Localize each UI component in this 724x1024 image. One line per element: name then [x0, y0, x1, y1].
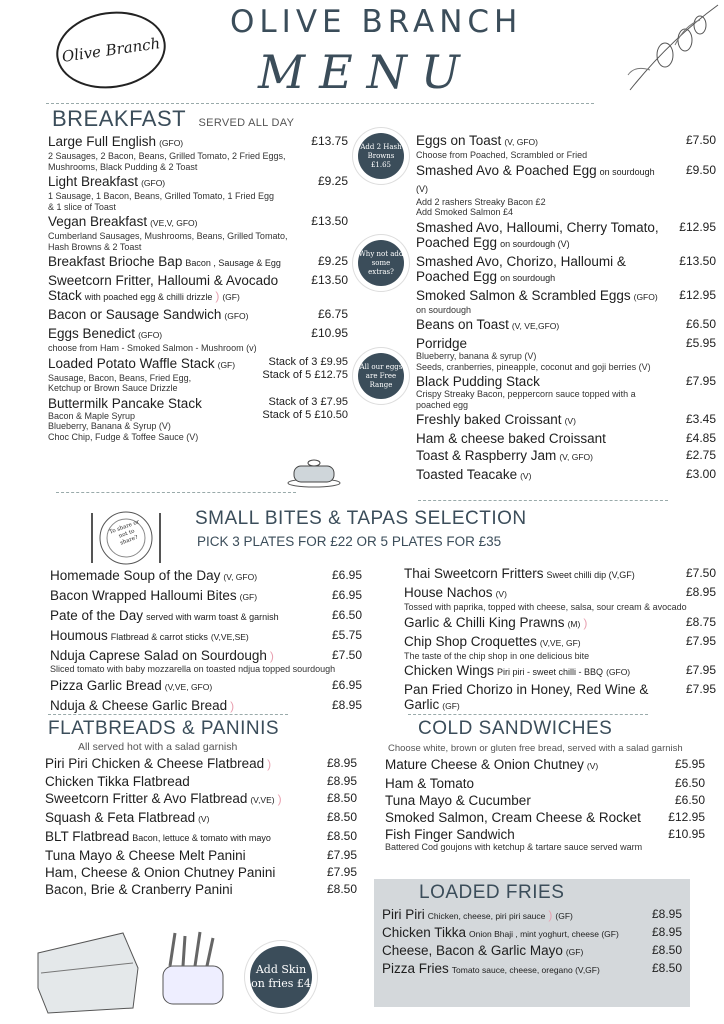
- section-subtitle: SERVED ALL DAY: [198, 117, 295, 129]
- item-description: Add 2 rashers Streaky Bacon £2: [416, 196, 546, 207]
- menu-item: [50, 628, 362, 645]
- dietary-tag: (GFO): [224, 311, 249, 321]
- item-price: £6.95: [331, 677, 362, 692]
- item-name: Smashed Avo & Poached Egg: [416, 162, 597, 178]
- item-price: £7.95: [326, 848, 357, 862]
- item-name: Thai Sweetcorn Fritters: [404, 566, 544, 581]
- item-price: £13.50: [311, 214, 348, 228]
- menu-item: [48, 396, 348, 443]
- item-price: £9.25: [317, 254, 348, 268]
- item-name: Light Breakfast: [48, 174, 139, 189]
- item-note: Tomato sauce, cheese, oregano (V,GF): [451, 965, 600, 975]
- menu-item: [416, 412, 716, 429]
- menu-item: [50, 648, 362, 675]
- item-name: Fish Finger Sandwich: [385, 827, 515, 842]
- dietary-tag: (GF): [239, 592, 258, 602]
- item-name: Large Full English: [48, 134, 157, 149]
- item-price: £7.50: [685, 566, 716, 580]
- menu-item: [385, 793, 705, 808]
- item-price: £13.75: [311, 134, 348, 148]
- item-description: poached egg: [416, 399, 469, 410]
- menu-item: [382, 943, 682, 960]
- item-price: £10.95: [311, 326, 348, 340]
- free-range-badge: All our eggs are Free Range: [358, 353, 404, 399]
- chili-icon: ): [548, 908, 553, 922]
- item-description: Crispy Streaky Bacon, peppercorn sauce topped with a: [416, 389, 636, 399]
- item-name: Pizza Garlic Bread: [50, 677, 162, 693]
- item-price: £8.50: [326, 810, 357, 824]
- item-name: Cheese, Bacon & Garlic Mayo: [382, 943, 563, 958]
- item-description: Ketchup or Brown Sauce Drizzle: [48, 383, 178, 393]
- item-name: Nduja & Cheese Garlic Bread: [50, 697, 228, 713]
- item-price: £5.95: [674, 757, 705, 771]
- menu-item: [48, 307, 348, 324]
- item-price: £7.50: [685, 133, 716, 147]
- item-name: Piri Piri: [382, 907, 425, 922]
- price-option: [268, 356, 348, 369]
- dietary-tag: (V): [520, 471, 532, 481]
- item-name: Toasted Teacake: [416, 467, 518, 482]
- item-price: £7.95: [326, 865, 357, 879]
- menu-item: [45, 810, 357, 827]
- item-name: Pizza Fries: [382, 961, 449, 976]
- item-price: £6.95: [331, 568, 362, 582]
- item-price: £8.95: [651, 925, 682, 939]
- item-price: £6.50: [674, 793, 705, 807]
- item-description: Sliced tomato with baby mozzarella on toasted ndjua topped sourdough: [50, 664, 336, 674]
- item-name: Ham & Tomato: [385, 776, 475, 791]
- item-price: £3.00: [685, 467, 716, 481]
- option-label: Stack of 5: [262, 368, 312, 381]
- option-label: Stack of 3: [268, 355, 318, 368]
- breakfast-heading: [52, 106, 294, 136]
- menu-item: [404, 585, 716, 613]
- item-description: Tossed with paprika, topped with cheese, salsa, sour cream & avocado: [404, 602, 687, 612]
- item-name: Piri Piri Chicken & Cheese Flatbread: [45, 756, 265, 771]
- item-price: £8.50: [326, 882, 357, 896]
- menu-item: [48, 326, 348, 354]
- item-note: on sourdough (V): [416, 166, 655, 194]
- item-name: Eggs Benedict: [48, 326, 136, 341]
- menu-item: [404, 615, 716, 632]
- item-name: Nduja Caprese Salad on Sourdough: [50, 648, 267, 663]
- item-price: £5.95: [685, 336, 716, 350]
- menu-item: [45, 882, 357, 897]
- menu-item: [382, 907, 682, 924]
- item-price: £8.95: [331, 697, 362, 712]
- menu-item: [48, 356, 348, 394]
- section-title: BREAKFAST: [52, 106, 187, 131]
- tapas-right-list: [404, 566, 716, 716]
- dietary-tag: (VE,V, GFO): [150, 218, 198, 228]
- dietary-tag: (V,VE): [250, 795, 275, 805]
- dietary-tag: (GFO): [633, 291, 658, 302]
- menu-item: [45, 865, 357, 880]
- item-name: Beans on Toast: [416, 317, 509, 332]
- item-description: Cumberland Sausages, Mushrooms, Beans, Grilled Tomato,: [48, 231, 288, 241]
- menu-item: [382, 925, 682, 942]
- item-name: BLT Flatbread: [45, 829, 130, 844]
- dietary-tag: (GFO): [606, 667, 631, 677]
- breakfast-right-list: [416, 133, 716, 486]
- hash-browns-badge: Add 2 Hash Browns £1.65: [358, 133, 404, 179]
- item-name: Freshly baked Croissant: [416, 412, 562, 427]
- menu-item: [404, 634, 716, 662]
- menu-item: [45, 791, 357, 808]
- menu-item: [50, 588, 362, 605]
- page-subtitle: MENU: [258, 45, 474, 99]
- item-description: Hash Browns & 2 Toast: [48, 241, 142, 252]
- menu-item: [48, 273, 348, 305]
- page-title: OLIVE BRANCH: [230, 4, 523, 40]
- item-description: Choc Chip, Fudge & Toffee Sauce (V): [48, 431, 199, 442]
- item-description: Bacon & Maple Syrup: [48, 410, 136, 421]
- item-name: Bacon, Brie & Cranberry Panini: [45, 882, 233, 897]
- price-option: [268, 396, 348, 409]
- menu-item: [416, 254, 716, 286]
- item-price: £6.75: [317, 307, 348, 321]
- item-price: £8.50: [326, 791, 357, 805]
- item-note: Piri piri - sweet chilli - BBQ: [497, 667, 604, 677]
- extras-badge: Why not add some extras?: [358, 240, 404, 286]
- item-price: £6.50: [674, 776, 705, 790]
- item-name: Smashed Avo, Halloumi, Cherry Tomato, Poached Egg: [416, 219, 659, 250]
- item-name: Vegan Breakfast: [48, 214, 148, 229]
- menu-item: [45, 848, 357, 863]
- menu-item: [416, 163, 716, 218]
- item-price: £8.95: [651, 907, 682, 921]
- loaded-fries-box: [374, 879, 690, 1007]
- cold-sandwiches-list: [385, 757, 705, 855]
- option-label: Stack of 3: [268, 395, 318, 408]
- item-description: choose from Ham - Smoked Salmon - Mushroom (v): [48, 343, 257, 353]
- menu-item: [382, 961, 682, 978]
- divider: [418, 500, 668, 501]
- item-price: £7.95: [685, 374, 716, 388]
- dietary-tag: (V, GFO): [559, 452, 594, 462]
- dietary-tag: (V): [198, 814, 210, 824]
- item-name: Eggs on Toast: [416, 133, 502, 148]
- option-price: £9.95: [320, 355, 348, 368]
- item-note: Chicken, cheese, piri piri sauce: [427, 911, 546, 921]
- item-description: Blueberry, Banana & Syrup (V): [48, 421, 171, 431]
- item-name: Chicken Tikka Flatbread: [45, 774, 190, 789]
- item-description: 2 Sausages, 2 Bacon, Beans, Grilled Tomato, 2 Fried Eggs,: [48, 151, 286, 161]
- dietary-tag: (V, VE,GFO): [511, 321, 560, 331]
- item-name: Tuna Mayo & Cucumber: [385, 793, 531, 808]
- menu-item: [416, 288, 716, 316]
- item-price: £12.95: [679, 287, 716, 302]
- item-price: £6.50: [331, 608, 362, 622]
- item-name: Toast & Raspberry Jam: [416, 448, 557, 463]
- menu-item: [50, 568, 362, 585]
- logo-text: Olive Branch: [60, 34, 162, 66]
- item-price: £7.95: [685, 633, 716, 648]
- item-price: £8.50: [326, 829, 357, 843]
- menu-item: [48, 214, 348, 252]
- chili-icon: ): [583, 615, 588, 630]
- dietary-tag: (V,VE, GF): [539, 637, 581, 648]
- item-name: Pate of the Day: [50, 608, 144, 623]
- item-note: with poached egg & chilli drizzle: [84, 292, 213, 302]
- item-description: Sausage, Bacon, Beans, Fried Egg,: [48, 372, 192, 383]
- dietary-tag: (GF): [565, 947, 584, 957]
- dietary-tag: (GFO): [138, 330, 163, 340]
- item-name: Chip Shop Croquettes: [404, 633, 537, 649]
- cold-sandwiches-subtitle: Choose white, brown or gluten free bread, served with a salad garnish: [388, 743, 683, 754]
- item-name: Smoked Salmon, Cream Cheese & Rocket: [385, 810, 641, 825]
- fries-basket-illustration: [155, 928, 235, 1013]
- item-price: £6.50: [685, 317, 716, 331]
- item-name: Houmous: [50, 628, 108, 643]
- item-name: Sweetcorn Fritter, Halloumi & Avocado Stack: [48, 273, 279, 303]
- item-price: £8.50: [651, 961, 682, 975]
- item-description: 1 Sausage, 1 Bacon, Beans, Grilled Tomato, 1 Fried Egg: [48, 191, 274, 201]
- item-description: on sourdough: [416, 304, 472, 315]
- item-price: £5.75: [331, 628, 362, 642]
- menu-item: [416, 317, 716, 334]
- menu-item: [416, 374, 716, 410]
- price-option: [262, 369, 348, 382]
- item-price: £8.95: [685, 585, 716, 599]
- item-price: £8.95: [326, 756, 357, 770]
- item-note: Onion Bhaji , mint yoghurt, cheese (GF): [469, 929, 619, 939]
- dietary-tag: (GF): [217, 359, 236, 370]
- item-price: £7.95: [685, 663, 716, 677]
- option-label: Stack of 5: [262, 408, 312, 421]
- item-price: £3.45: [685, 412, 716, 426]
- dietary-tag: (GF): [222, 292, 240, 302]
- share-plate-text: To share or not to share?: [108, 519, 141, 547]
- item-name: Black Pudding Stack: [416, 374, 540, 389]
- menu-item: [416, 467, 716, 484]
- chili-icon: ): [215, 289, 220, 303]
- menu-item: [48, 254, 348, 271]
- dietary-tag: (V): [586, 761, 599, 771]
- item-price: £6.95: [331, 588, 362, 602]
- item-name: Sweetcorn Fritter & Avo Flatbread: [45, 791, 248, 806]
- item-name: Squash & Feta Flatbread: [45, 810, 196, 825]
- item-price: £7.95: [685, 682, 716, 696]
- menu-item: [385, 757, 705, 774]
- menu-item: [416, 336, 716, 372]
- item-description: Mushrooms, Black Pudding & 2 Toast: [48, 161, 198, 172]
- item-price: £9.50: [685, 162, 716, 177]
- item-name: Bacon Wrapped Halloumi Bites: [50, 588, 237, 603]
- menu-item: [404, 682, 716, 714]
- item-price: £8.95: [326, 774, 357, 788]
- item-name: Homemade Soup of the Day: [50, 568, 221, 583]
- tapas-left-list: [50, 568, 362, 717]
- item-name: Pan Fried Chorizo in Honey, Red Wine & Garlic: [404, 682, 649, 712]
- skin-on-fries-badge: Add Skin on fries £4: [250, 946, 312, 1008]
- sandwich-illustration: [33, 928, 143, 1023]
- flatbreads-list: [45, 756, 357, 899]
- item-description: Add Smoked Salmon £4: [416, 207, 514, 217]
- dietary-tag: (V): [564, 416, 576, 426]
- chili-icon: ): [267, 757, 272, 771]
- menu-item: [416, 448, 716, 465]
- item-name: Chicken Wings: [404, 663, 495, 678]
- item-name: Mature Cheese & Onion Chutney: [385, 757, 584, 772]
- breakfast-left-list: [48, 134, 348, 444]
- menu-item: [50, 608, 362, 625]
- tapas-subtitle: PICK 3 PLATES FOR £22 OR 5 PLATES FOR £35: [197, 534, 502, 549]
- menu-item: [416, 220, 716, 252]
- item-price: £10.95: [668, 827, 705, 841]
- item-description: Choose from Poached, Scrambled or Fried: [416, 150, 588, 160]
- olive-branch-illustration: [620, 0, 720, 95]
- dietary-tag: (GFO): [141, 178, 166, 188]
- item-description: Blueberry, banana & syrup (V): [416, 351, 537, 361]
- item-price: £12.95: [668, 810, 705, 824]
- price-option: [262, 409, 348, 422]
- dietary-tag: (V,VE, GFO): [164, 681, 213, 692]
- item-name: Garlic & Chilli King Prawns: [404, 614, 565, 630]
- item-price: £13.50: [311, 273, 348, 287]
- item-price: £12.95: [679, 219, 716, 234]
- dietary-tag: (V): [495, 589, 507, 599]
- item-price: £7.50: [331, 648, 362, 662]
- flatbreads-title: FLATBREADS & PANINIS: [48, 718, 280, 739]
- option-price: £7.95: [320, 395, 348, 408]
- chili-icon: ): [230, 698, 235, 713]
- dietary-tag: (GF): [442, 701, 460, 711]
- item-name: Breakfast Brioche Bap: [48, 254, 183, 269]
- menu-item: [48, 134, 348, 172]
- menu-item: [50, 678, 362, 695]
- option-price: £12.75: [314, 368, 348, 381]
- item-price: £8.50: [651, 943, 682, 957]
- menu-item: [45, 774, 357, 789]
- menu-item: [385, 827, 705, 853]
- item-name: Bacon or Sausage Sandwich: [48, 307, 222, 322]
- item-note: Bacon , Sausage & Egg: [185, 258, 281, 268]
- divider: [46, 103, 594, 104]
- pancake-illustration: [286, 458, 342, 493]
- item-price: £9.25: [317, 174, 348, 188]
- item-name: Porridge: [416, 336, 468, 351]
- item-name: Ham, Cheese & Onion Chutney Panini: [45, 865, 276, 880]
- flatbreads-subtitle: All served hot with a salad garnish: [78, 741, 238, 753]
- option-price: £10.50: [314, 408, 348, 421]
- logo: [51, 5, 171, 96]
- item-description: Battered Cod goujons with ketchup & tartare sauce served warm: [385, 842, 643, 852]
- dietary-tag: (V,VE,SE): [210, 632, 249, 642]
- tapas-title: SMALL BITES & TAPAS SELECTION: [195, 508, 527, 529]
- menu-item: [385, 810, 705, 825]
- menu-item: [45, 756, 357, 772]
- item-name: House Nachos: [404, 585, 493, 600]
- menu-item: [45, 829, 357, 846]
- item-note: on sourdough: [500, 272, 556, 283]
- item-price: £2.75: [685, 448, 716, 462]
- menu-item: [385, 776, 705, 791]
- menu-item: [404, 566, 716, 583]
- dietary-tag: (GFO): [159, 138, 184, 148]
- chili-icon: ): [277, 792, 282, 806]
- item-price: £4.85: [685, 431, 716, 445]
- menu-item: [50, 698, 362, 714]
- item-price: £8.75: [685, 614, 716, 629]
- item-name: Buttermilk Pancake Stack: [48, 395, 202, 411]
- dietary-tag: (M): [567, 618, 581, 629]
- item-description: The taste of the chip shop in one delicious bite: [404, 650, 590, 661]
- menu-item: [416, 133, 716, 161]
- item-description: & 1 slice of Toast: [48, 201, 116, 212]
- item-price: £13.50: [679, 253, 716, 268]
- item-name: Ham & cheese baked Croissant: [416, 431, 606, 446]
- dietary-tag: (GF): [555, 911, 573, 921]
- divider: [56, 492, 296, 493]
- item-description: Seeds, cranberries, pineapple, coconut and goji berries (V): [416, 361, 651, 372]
- loaded-fries-title: LOADED FRIES: [419, 882, 565, 903]
- item-note: on sourdough (V): [500, 238, 570, 249]
- menu-item: [404, 663, 716, 680]
- menu-item: [416, 431, 716, 446]
- item-name: Chicken Tikka: [382, 925, 467, 940]
- item-name: Tuna Mayo & Cheese Melt Panini: [45, 848, 246, 863]
- item-note: Bacon, lettuce & tomato with mayo: [132, 833, 271, 843]
- item-note: served with warm toast & garnish: [146, 612, 279, 622]
- item-name: Smoked Salmon & Scrambled Eggs: [416, 287, 631, 303]
- item-note: Flatbread & carrot sticks: [110, 632, 208, 642]
- item-name: Smashed Avo, Chorizo, Halloumi & Poached Egg: [416, 253, 626, 284]
- dietary-tag: (V, GFO): [223, 572, 258, 582]
- chili-icon: ): [269, 649, 274, 663]
- item-name: Loaded Potato Waffle Stack: [48, 355, 215, 371]
- loaded-fries-list: [382, 907, 682, 979]
- dietary-tag: (V, GFO): [504, 137, 539, 147]
- item-note: Sweet chilli dip (V,GF): [546, 570, 635, 580]
- menu-item: [48, 174, 348, 212]
- cold-sandwiches-title: COLD SANDWICHES: [418, 718, 613, 739]
